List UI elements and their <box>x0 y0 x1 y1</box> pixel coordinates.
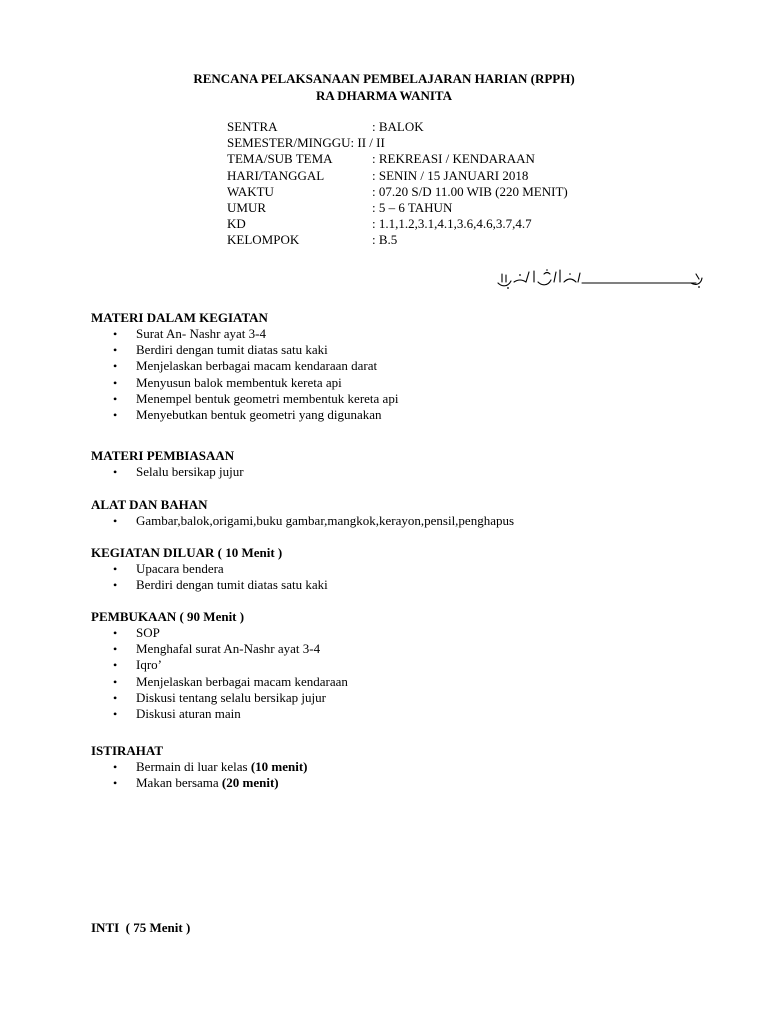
list-item-text: Selalu bersikap jujur <box>136 464 244 479</box>
duration-text: (20 menit) <box>221 775 279 791</box>
bullet-icon: • <box>113 706 118 721</box>
info-row-umur <box>227 200 568 216</box>
list-item <box>91 657 348 673</box>
info-label: SEMESTER/MINGGU <box>227 135 351 151</box>
duration-text: (10 menit) <box>250 759 308 774</box>
info-row-hari <box>227 168 568 184</box>
info-label: SENTRA <box>227 119 278 134</box>
list-item <box>91 358 398 374</box>
info-label: TEMA/SUB TEMA <box>227 151 333 167</box>
bullet-list <box>91 464 244 480</box>
list-item-text: Menjelaskan berbagai macam kendaraan darat <box>136 358 378 374</box>
info-value: : 07.20 S/D 11.00 WIB (220 MENIT) <box>372 183 568 199</box>
info-value: : B.5 <box>372 232 398 248</box>
list-item-text: Diskusi tentang selalu bersikap jujur <box>136 689 326 705</box>
list-item <box>91 561 328 577</box>
section-heading: MATERI PEMBIASAAN <box>91 448 235 463</box>
info-row-sentra <box>227 119 568 135</box>
bullet-icon: • <box>113 391 118 406</box>
section-heading: KEGIATAN DILUAR ( 10 Menit ) <box>91 545 283 560</box>
list-item <box>91 326 398 342</box>
bismillah-calligraphy-icon <box>496 266 706 290</box>
bullet-icon: • <box>113 465 118 479</box>
list-item <box>91 342 398 358</box>
section-heading: ALAT DAN BAHAN <box>91 497 208 512</box>
list-item-text: Berdiri dengan tumit diatas satu kaki <box>136 342 328 358</box>
list-item-text: Bermain di luar kelas <box>136 759 251 774</box>
section-inti <box>91 920 190 936</box>
section-heading: MATERI DALAM KEGIATAN <box>91 310 268 325</box>
list-item-text: Berdiri dengan tumit diatas satu kaki <box>136 577 328 593</box>
list-item <box>91 375 398 391</box>
list-item-text: Makan bersama <box>136 775 222 791</box>
bullet-list <box>91 625 348 722</box>
list-item <box>91 577 328 593</box>
info-row-tema <box>227 151 568 167</box>
list-item <box>91 775 308 791</box>
info-value: : 1.1,1.2,3.1,4.1,3.6,4.6,3.7,4.7 <box>372 216 532 232</box>
list-item <box>91 690 348 706</box>
info-value: : BALOK <box>372 119 424 134</box>
list-item-text: Menempel bentuk geometri membentuk kereta api <box>136 390 399 406</box>
info-row-kd <box>227 216 568 232</box>
list-item-text: Gambar,balok,origami,buku gambar,mangkok,kerayon,pensil,penghapus <box>136 513 515 528</box>
bullet-icon: • <box>113 514 118 528</box>
list-item-text: SOP <box>136 625 160 640</box>
section-materi-pembiasaan <box>91 448 244 480</box>
bullet-icon: • <box>113 626 118 640</box>
bullet-list <box>91 326 398 423</box>
section-pembukaan <box>91 609 348 722</box>
document-title: RENCANA PELAKSANAAN PEMBELAJARAN HARIAN (RPPH) <box>193 71 575 86</box>
section-materi-kegiatan <box>91 310 398 423</box>
bullet-icon: • <box>113 776 118 791</box>
list-item-text: Menghafal surat An-Nashr ayat 3-4 <box>136 641 321 657</box>
bullet-icon: • <box>113 658 118 673</box>
list-item-text: Upacara bendera <box>136 561 224 576</box>
list-item-text: Menjelaskan berbagai macam kendaraan <box>136 673 348 689</box>
info-label: KD <box>227 216 246 232</box>
bullet-icon: • <box>113 690 118 705</box>
info-row-kelompok <box>227 232 568 248</box>
bullet-icon: • <box>113 760 118 774</box>
school-name: RA DHARMA WANITA <box>315 88 453 103</box>
list-item <box>91 625 348 641</box>
bullet-icon: • <box>113 359 118 374</box>
list-item <box>91 706 348 722</box>
info-row-semester <box>227 135 568 151</box>
section-alat-bahan <box>91 497 514 529</box>
info-label: HARI/TANGGAL <box>227 167 325 183</box>
section-kegiatan-diluar <box>91 545 328 593</box>
info-block <box>227 119 568 249</box>
info-label: WAKTU <box>227 183 274 199</box>
list-item <box>91 513 514 529</box>
bullet-icon: • <box>113 674 118 689</box>
list-item-text: Surat An- Nashr ayat 3-4 <box>136 326 266 341</box>
info-label: KELOMPOK <box>227 232 300 248</box>
list-item <box>91 464 244 480</box>
section-istirahat <box>91 743 308 791</box>
bullet-list <box>91 561 328 593</box>
bullet-icon: • <box>113 562 118 576</box>
list-item <box>91 641 348 657</box>
list-item-text: Menyebutkan bentuk geometri yang digunakan <box>136 406 382 422</box>
info-value: : REKREASI / KENDARAAN <box>372 151 535 167</box>
info-value: : II / II <box>350 135 385 151</box>
list-item <box>91 407 398 423</box>
section-heading: ISTIRAHAT <box>91 743 164 758</box>
bullet-icon: • <box>113 578 118 593</box>
bullet-icon: • <box>113 327 118 341</box>
list-item-text: Diskusi aturan main <box>136 705 241 721</box>
bullet-icon: • <box>113 642 118 657</box>
info-value: : 5 – 6 TAHUN <box>372 199 453 215</box>
list-item <box>91 674 348 690</box>
bullet-icon: • <box>113 407 118 422</box>
info-value: : SENIN / 15 JANUARI 2018 <box>372 167 529 183</box>
info-row-waktu <box>227 184 568 200</box>
list-item <box>91 391 398 407</box>
section-heading: PEMBUKAAN ( 90 Menit ) <box>91 609 245 624</box>
info-label: UMUR <box>227 199 267 215</box>
list-item-text: Iqro’ <box>136 657 162 673</box>
list-item-text: Menyusun balok membentuk kereta api <box>136 374 342 390</box>
bullet-icon: • <box>113 343 118 358</box>
bullet-icon: • <box>113 375 118 390</box>
list-item <box>91 759 308 775</box>
section-heading: INTI ( 75 Menit ) <box>91 920 191 935</box>
bullet-list <box>91 759 308 791</box>
bullet-list <box>91 513 514 529</box>
